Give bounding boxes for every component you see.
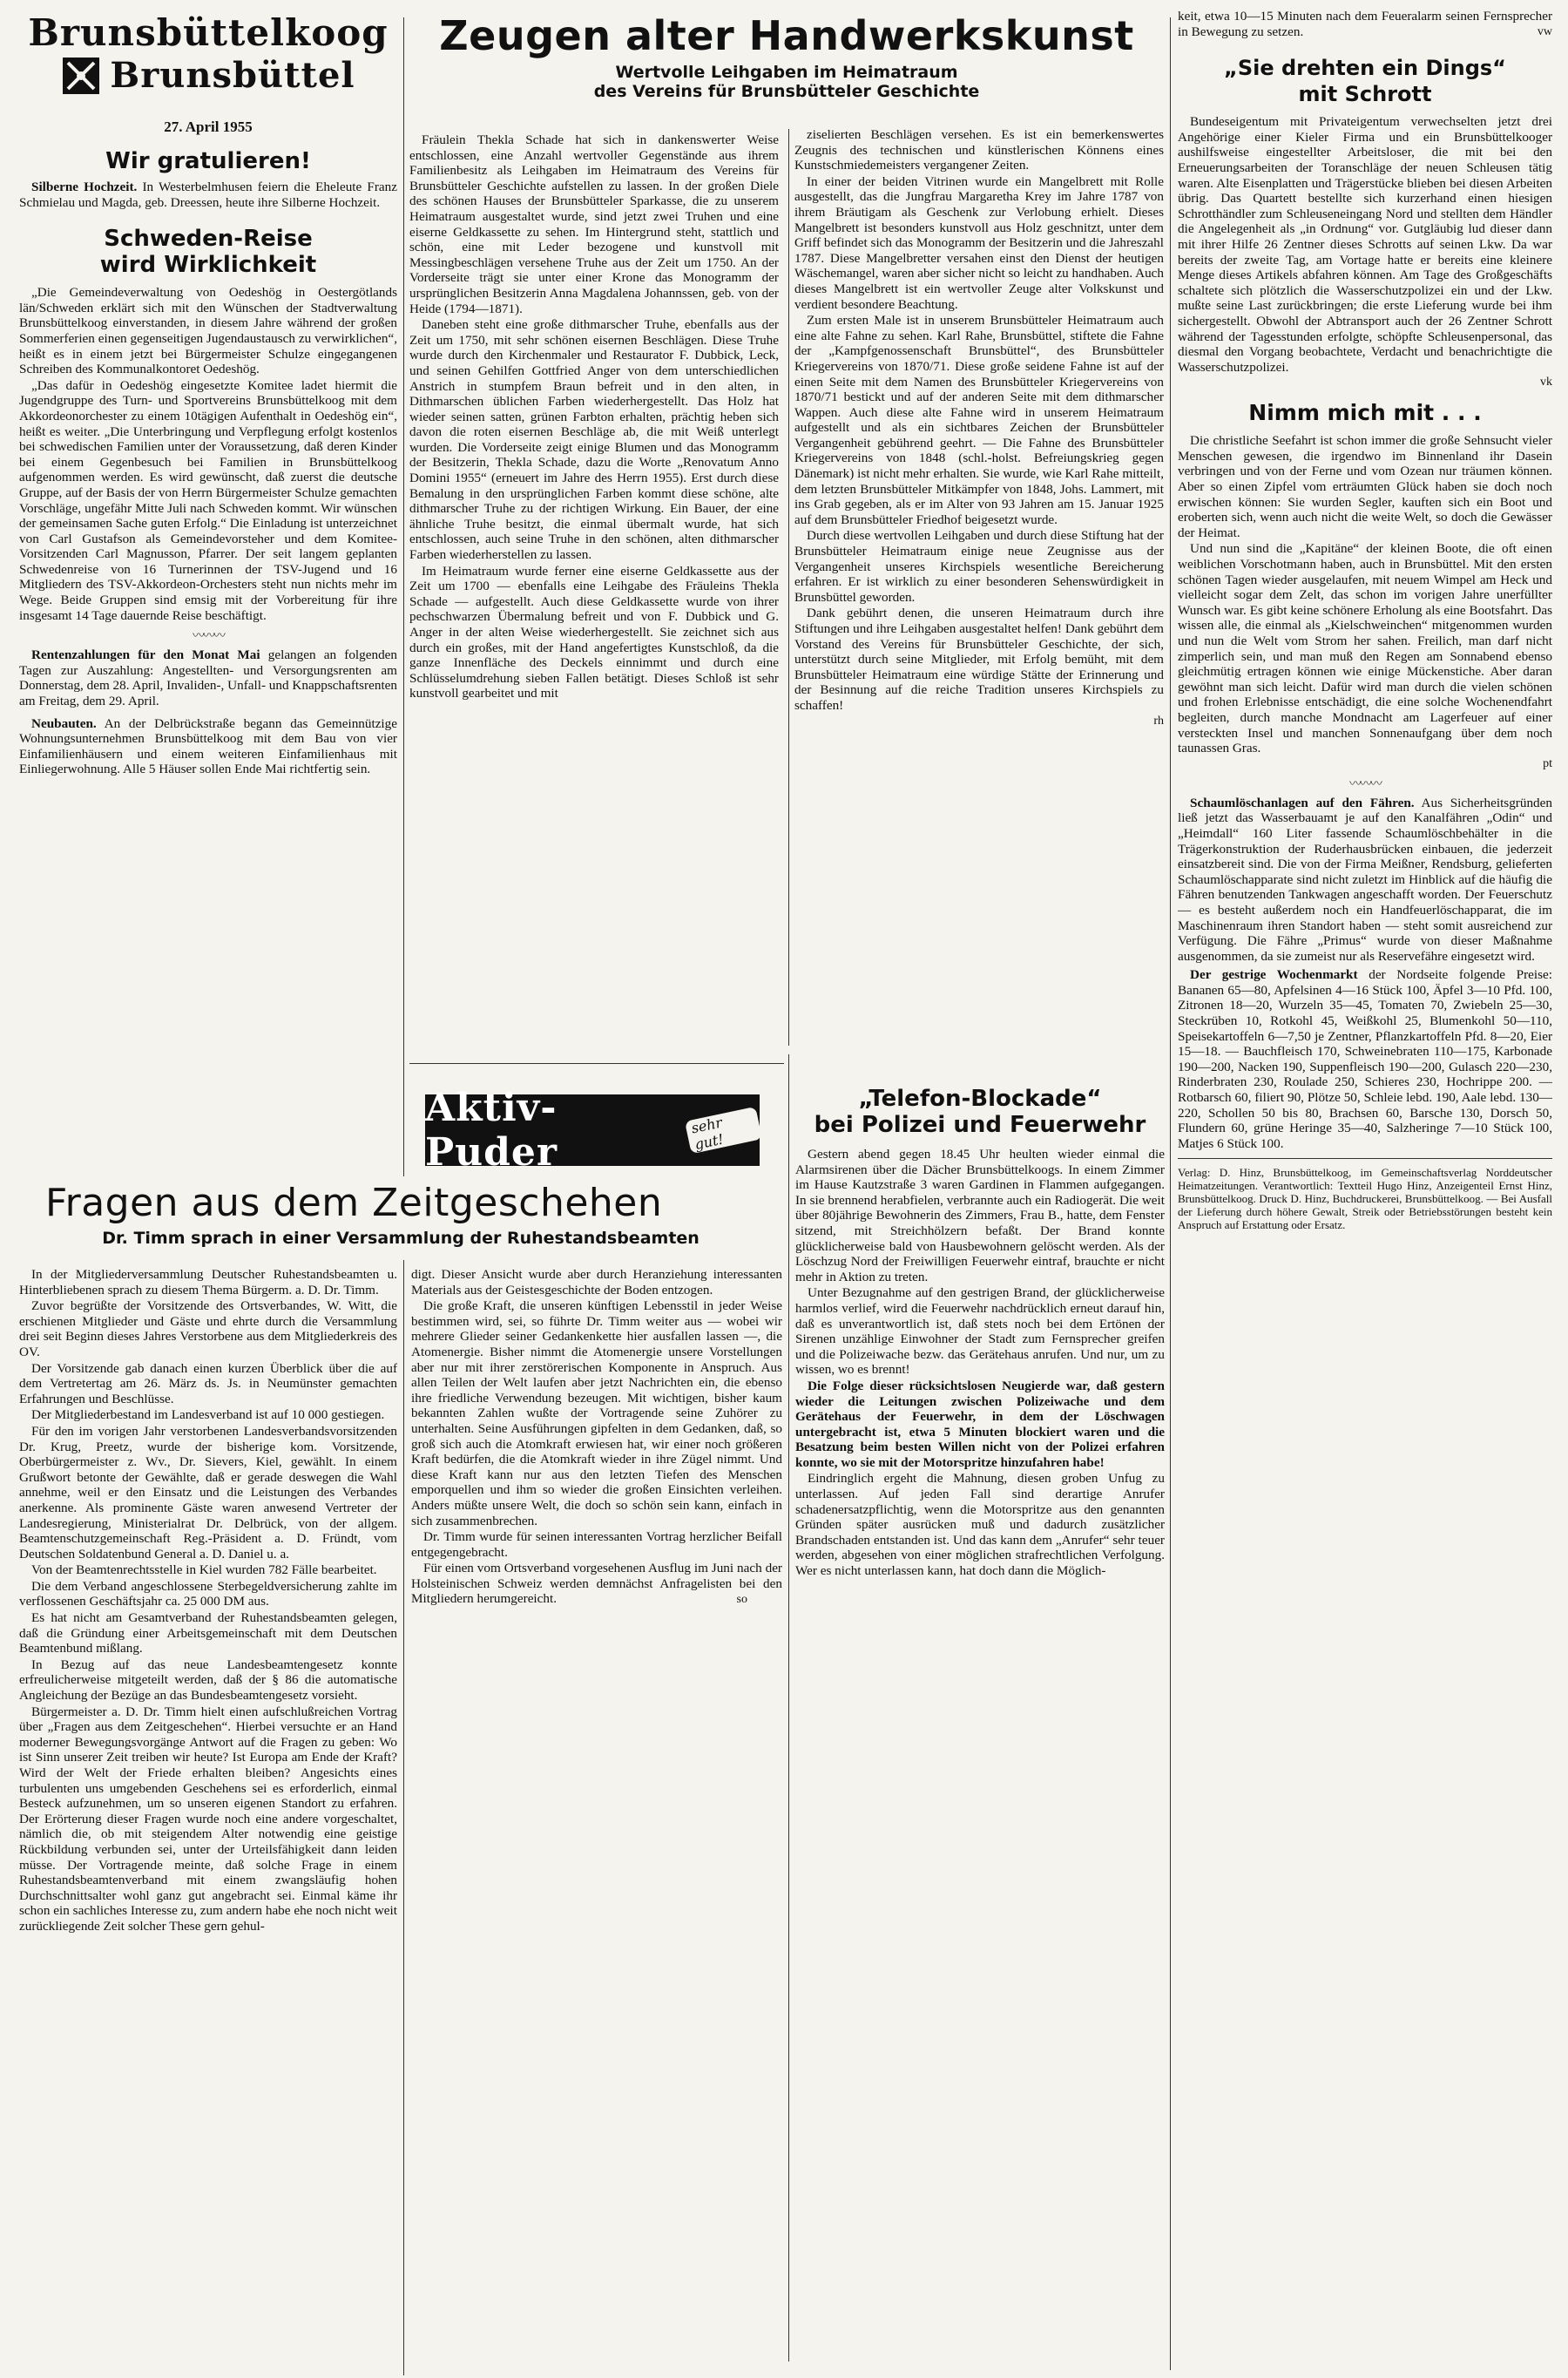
- article-paragraph: Durch diese wertvollen Leihgaben und durch diese Stiftung hat der Brunsbütteler Heimatraum einige neue Zeugnisse aus der Vergangenheit unseres Kirchspiels wesentliche Bereicherung erfahren. Er ist wirklich zu einer besonderen Sehenswürdigkeit in Brunsbüttel geworden.: [794, 528, 1164, 605]
- impressum-text: Verlag: D. Hinz, Brunsbüttelkoog, im Gemeinschaftsverlag Norddeutscher Heimatzeitungen. Verantwortlich: Textteil Hugo Hinz, Anzeigenteil Ernst Hinz, Brunsbüttelkoog. Druck D. Hinz, Buchdruckerei, Brunsbüttelkoog. — Bei Ausfall der Lieferung durch höhere Gewalt, Streik oder Betriebsstörungen besteht kein Anspruch auf Erstattung oder Ersatz.: [1178, 1166, 1552, 1232]
- telefon-article: [795, 1086, 1165, 2375]
- fragen-signature: so: [736, 1593, 747, 1607]
- section-rule: [409, 1063, 784, 1064]
- section-ornament: 〰〰〰: [193, 629, 224, 644]
- schrott-headline-1: „Sie drehten ein Dings“: [1224, 56, 1506, 81]
- schweden-headline-1: Schweden-Reise: [104, 226, 313, 253]
- schaum-lead: Schaumlöschanlagen auf den Fähren.: [1190, 795, 1415, 810]
- article-paragraph: Eindringlich ergeht die Mahnung, diesen groben Unfug zu unterlassen. Auf jeden Fall sind derartige Anrufer schadenersatzpflichtig, wenn die Motorspritze aus den genannten Gründen später ausrücken muß und dadurch zusätzlicher Brandschaden entstanden ist. Und das kann dem „Anrufer“ sehr teuer werden, abgesehen von einer möglichen strafrechtlichen Verfolgung. Wer es nicht unterlassen kann, hat doch dann die Möglich-: [795, 1471, 1165, 1579]
- article-paragraph: Zuvor begrüßte der Vorsitzende des Ortsverbandes, W. Witt, die erschienen Mitglieder und Gäste und ehrte durch die Versammlung drei seit Beginn dieses Jahres Verstorbene aus dem Mitgliederkreis des OV.: [19, 1298, 397, 1359]
- feuer-continuation: keit, etwa 10—15 Minuten nach dem Feueralarm seinen Fernsprecher in Bewegung zu setzen.: [1178, 9, 1552, 39]
- article-paragraph: Der Mitgliederbestand im Landesverband ist auf 10 000 gestiegen.: [31, 1407, 385, 1423]
- article-paragraph: Daneben steht eine große dithmarscher Truhe, ebenfalls aus der Zeit um 1750, mit sehr schönen eisernen Beschlägen. Diese Truhe wurde durch den Kirchenmaler und Restaurator F. Dubbick, Leck, und seinen Gehilfen Gottfried Anger von dem unterschiedlichen Anstrich in stumpfem Braun befreit und in den alten, in Dithmarschen üblichen Farben wiederhergestellt. Das Holz hat wieder seinen satten, grünen Farbton erhalten, prächtig heben sich davon die roten eisernen Beschläge ab, die mit Weiß unterlegt wurden. Die Vorderseite zeigt einige Blumen und das Monogramm der Besitzerin, Thekla Schade, dazu die Worte „Renovatum Anno Domini 1955“ (erneuert im Jahre des Herrn 1955). Erst durch diese Bemalung in den ursprünglichen Farben kommt diese schöne, alte dithmarscher Truhe zu der richtigen Wirkung. Ein Bauer, der eine ähnliche Truhe besitzt, die einmal übermalt wurde, hat sich entschlossen, auch seine Truhe in den schönen, alten dithmarscher Farben wiederherstellen zu lassen.: [409, 317, 779, 563]
- column-rule: [403, 17, 404, 1176]
- nimm-signature: pt: [1543, 756, 1552, 770]
- markt-lead: Der gestrige Wochenmarkt: [1190, 967, 1358, 983]
- markt-notice: Der gestrige Wochenmarkt der Nordseite folgende Preise: Bananen 65—80, Apfelsinen 4—16 Stück 100, Äpfel 3—10 Pfd. 100, Zitronen 18—20, Wurzeln 35—45, Tomaten 70, Zwiebeln 25—30, Steckrüben 10, Rotkohl 45, Weißkohl 25, Blumenkohl 50—110, Speisekartoffeln 6—7,50 je Zentner, Pflanzkartoffeln Pfd. 8—20, Eier 15—18. — Bauchfleisch 170, Schweinebraten 110—175, Karbonade 190—200, Nacken 190, Suppenfleisch 190—200, Gulasch 220—230, Rinderbraten 230, Roulade 250, Schieres 230, Hochrippe 200. — Rotbarsch 60, filiert 90, Plötze 50, Schleie lebd. 190, Aale lebd. 130—220, Schollen 50 bis 80, Brachsen 60, Barsche 130, Dorsch 50, Flundern 60, grüne Heringe 35—40, Salzheringe 7—10 Stück 100, Matjes 6 Stück 100.: [1178, 967, 1552, 1151]
- article-paragraph: Der Vorsitzende gab danach einen kurzen Überblick über die auf dem Vertretertag am 26. März ds. Js. in Neumünster gemachten Erfahrungen und Beschlüsse.: [19, 1360, 397, 1406]
- coat-of-arms-icon: [61, 56, 101, 96]
- article-paragraph: Dank gebührt denen, die unseren Heimatraum durch ihre Stiftungen und ihre Leihgaben ausgestaltet helfen! Dank gebührt dem Vorstand des Vereins für Brunsbütteler Geschichte, der sich, unterstützt durch seine Mitglieder, mit Erfolg bemüht, mit dem Brunsbütteler Heimatraum eine würdige Stätte der Erinnerung und der Besinnung auf die reiche Tradition unseres Kirchspiels zu schaffen!: [794, 606, 1164, 713]
- article-paragraph: Für einen vom Ortsverband vorgesehenen Ausflug im Juni nach der Holsteinischen Schweiz werden demnächst Anfragelisten bei den Mitgliedern herumgereicht.: [411, 1561, 782, 1607]
- schrott-headline-2: mit Schrott: [1298, 82, 1432, 107]
- zeugen-headline: Zeugen alter Handwerkskunst: [439, 12, 1134, 59]
- ad-slogan: sehr gut!: [685, 1107, 763, 1155]
- article-paragraph: Die große Kraft, die unseren künftigen Lebensstil in jeder Weise bestimmen wird, sei, so führte Dr. Timm weiter aus — wobei wir mehrere Glieder seiner Gedankenkette hier ausfallen lassen —, die Atomenergie. Bisher nimmt die Atomenergie unsere Vorstellungen aber nur mit ihrer zerstörerischen Komponente in Anspruch. Aus allen Teilen der Welt laufen aber jetzt Nachrichten ein, die ebenso ihre friedliche Verwendung bezeugen. Mit wichtigen, bisher kaum bekannten Zahlen wußte der Vortragende seine Zuhörer zu unterhalten. Seine Ausführungen gipfelten in dem Gedanken, daß, so groß sich auch die Atomkraft erwiesen hat, wir einer noch größeren Kraft bedürfen, die die Atomkraft wieder in ihre Zügel nimmt. Und diese Kraft kann nur aus den letzten Tiefen des Menschen emporquellen und ihm so wieder die großen Einsichten verleihen. Anders müßte unsere Welt, die doch so schön sein kann, einfach in sich zusammenbrechen.: [411, 1298, 782, 1528]
- masthead-line1: Brunsbüttelkoog: [28, 12, 389, 54]
- schaum-notice: Schaumlöschanlagen auf den Fähren. Aus Sicherheitsgründen ließ jetzt das Wasserbauamt je auf den Kanalfähren „Odin“ und „Heimdall“ 160 Liter fassende Schaumlöschbehälter in die Trägerkonstruktion der Ruderhausbrücken einbauen, die jederzeit einsatzbereit sind. Die von der Firma Meißner, Rendsburg, gelieferten Schaumlöschapparate sind nicht zuletzt im Hinblick auf die häufig die Fähren benutzenden Tankwagen angeschafft worden. Der Feuerschutz — es besteht außerdem noch ein Handfeuerlöschapparat, die im Maschinenraum ihren Standort haben — steht somit ausreichend zur Verfügung. Die Fähre „Primus“ wurde von dieser Maßnahme ausgenommen, da sie zumeist nur als Reservefähre eingesetzt wird.: [1178, 795, 1552, 964]
- masthead: [19, 12, 397, 136]
- schweden-article: [19, 285, 397, 623]
- article-paragraph: ziselierten Beschlägen versehen. Es ist ein bemerkenswertes Zeugnis des technischen und künstlerischen Könnens eines Kunstschmiedemeisters vergangener Zeiten.: [794, 127, 1164, 173]
- impressum-rule: [1178, 1158, 1552, 1159]
- article-paragraph: digt. Dieser Ansicht wurde aber durch Heranziehung interessanten Materials aus der Geistesgeschichte der Boden entzogen.: [411, 1267, 782, 1297]
- article-paragraph: Von der Beamtenrechtsstelle in Kiel wurden 782 Fälle bearbeitet.: [31, 1562, 377, 1578]
- article-paragraph: Es hat nicht am Gesamtverband der Ruhestandsbeamten gelegen, daß die Gründung einer Arbeitsgemeinschaft mit dem Deutschen Beamtenbund mißlang.: [19, 1610, 397, 1656]
- nimm-headline: Nimm mich mit . . .: [1248, 400, 1482, 426]
- fragen-subtitle: Dr. Timm sprach in einer Versammlung der Ruhestandsbeamten: [102, 1229, 700, 1248]
- gratulieren-lead: Silberne Hochzeit.: [31, 180, 138, 194]
- neubauten-notice: Neubauten. An der Delbrückstraße begann das Gemeinnützige Wohnungsunternehmen Brunsbüttelkoog mit dem Bau von vier Einfamilienhäusern und einem weiteren Einfamilienhaus mit Einliegerwohnung. Alle 5 Häuser sollen Ende Mai richtfertig sein.: [19, 715, 397, 777]
- zeugen-subtitle-2: des Vereins für Brunsbütteler Geschichte: [593, 82, 980, 101]
- article-paragraph: Bürgermeister a. D. Dr. Timm hielt einen aufschlußreichen Vortrag über „Fragen aus dem Zeitgeschehen“. Hierbei versuchte er an Hand moderner Bewegungsvorgänge Antwort auf die Fragen zu geben: Wo ist Sinn unserer Zeit treiben wir heute? Ist Europa am Ende der Kraft? Wird der Welt der Friede erhalten bleiben? Angesichts eines turbulenten uns umgebenden Geschehens sei es erforderlich, einmal Besteck aufzunehmen, um so unseren eigenen Standort zu erfahren. Der Erörterung dieser Fragen wurde noch eine andere vorgeschaltet, nämlich die, ob mit steigendem Alter notwendig eine geistige Rückbildung verbunden sei, unter der Urteilsfähigkeit dann leiden müsse. Der Vortragende meinte, daß solche Frage in einem Ruhestandsbeamtenverband mit einem zwangsläufig hohen Durchschnittsalter wohl ganz gut angebracht sei. Einmal käme ihr schon ein sachliches Interesse zu, zum andern habe ehe noch nicht weit zurückliegende Zeit solcher These gern gehul-: [19, 1704, 397, 1934]
- article-paragraph: Fräulein Thekla Schade hat sich in dankenswerter Weise entschlossen, eine Anzahl wertvoller Gegenstände aus ihrem Familienbesitz als Leihgaben im Heimatraum des Vereins für Brunsbütteler Geschichte aufstellen zu lassen. In der großen Diele des schönen Hauses der Brunsbütteler Sparkasse, die zu unserem Heimatraum ausgestaltet wurde, sind jetzt zwei Truhen und eine eiserne Geldkassette zu sehen. Im Hintergrund steht, stattlich und schön, eine mit Leder bezogene und kunstvoll mit Messingbeschlägen versehene Truhe aus der Zeit um 1750. An der Vorderseite trägt sie unter einer Krone das Monogramm der ursprünglichen Besitzerin Anna Magdalena Johannssen, geb. von der Heide (1794—1871).: [409, 132, 779, 316]
- article-paragraph: In Bezug auf das neue Landesbeamtengesetz konnte erfreulicherweise mitgeteilt werden, daß der § 86 die automatische Angleichung der Bezüge an das Bundesbeamtengesetz vorsieht.: [19, 1656, 397, 1704]
- column-rule: [1170, 17, 1171, 2370]
- section-ornament: 〰〰〰: [1349, 776, 1381, 791]
- article-paragraph: Die dem Verband angeschlossene Sterbegeldversicherung zahlte im verflossenen Geschäftsjahr ca. 25 000 DM aus.: [19, 1578, 397, 1609]
- fragen-headline-block: [19, 1182, 782, 1258]
- gratulieren-headline: Wir gratulieren!: [105, 148, 311, 174]
- article-paragraph: Zum ersten Male ist in unserem Brunsbütteler Heimatraum auch eine alte Fahne zu sehen. Karl Rahe, Brunsbüttel, stiftete die Fahne der „Kampfgenossenschaft Brunsbüttel“, des Brunsbütteler Kriegervereins von 1870/71. Diese große seidene Fahne ist auf der einen Seite mit dem Namen des Brunsbütteler Kriegervereins von 1870/71 bestickt und auf der anderen Seite mit dem dithmarscher Wappen. Auch diese alte Fahne wird in unserem Heimatraum aufgestellt und als ein sichtbares Zeichen der Brunsbütteler Vergangenheit gebührend geehrt. — Die Fahne des Brunsbütteler Kriegervereins von 1848 (schl.-holst. Befreiungskrieg gegen Dänemark) ist nicht mehr erhalten. Sie wurde, wie Karl Rahe mitteilt, dem letzten Brunsbütteler Mitkämpfer von 1848, Johs. Lammert, mit ins Grab gegeben, als er im Alter von 93 Jahren am 15. Januar 1925 auf dem Brunsbütteler Friedhof beigesetzt wurde.: [794, 313, 1164, 527]
- article-paragraph: Dr. Timm wurde für seinen interessanten Vortrag herzlicher Beifall entgegengebracht.: [411, 1529, 782, 1560]
- article-paragraph: Gestern abend gegen 18.45 Uhr heulten wieder einmal die Alarmsirenen über die Dächer Brunsbüttelkoogs. In einem Zimmer im Hause Kautzstraße 3 waren Gardinen in Flammen aufgegangen. In sie brennend herabfielen, verbrannte auch ein Radiogerät. Die weit über 80jährige Bewohnerin des Zimmers, Frau B., hatte, dem Fenster sitzend, mit Streichhölzern befaßt. Der Brand konnte glücklicherweise bald von Hausbewohnern gelöscht werden. Als der Löschzug Nord der Freiwilligen Feuerwehr eintraf, brauchte er nicht mehr in Aktion zu treten.: [795, 1147, 1165, 1284]
- aktiv-puder-ad: [425, 1086, 760, 1175]
- ad-brand: Aktiv-Puder: [425, 1086, 558, 1175]
- gratulieren-text: Silberne Hochzeit. In Westerbelmhusen feiern die Eheleute Franz Schmielau und Magda, geb. Dreessen, heute ihre Silberne Hochzeit.: [19, 180, 397, 210]
- article-paragraph: In der Mitgliederversammlung Deutscher Ruhestandsbeamten u. Hinterbliebenen sprach zu diesem Thema Bürgerm. a. D. Dr. Timm.: [19, 1267, 397, 1297]
- zeugen-subtitle-1: Wertvolle Leihgaben im Heimatraum: [615, 63, 958, 82]
- renten-notice: Rentenzahlungen für den Monat Mai gelangen an folgenden Tagen zur Auszahlung: Angestellten- und Versorgungsrenten am Donnerstag, dem 28. April, Invaliden-, Unfall- und Knappschaftsrenten am Freitag, dem 29. April.: [19, 647, 397, 709]
- telefon-headline-2: bei Polizei und Feuerwehr: [814, 1112, 1146, 1138]
- renten-lead: Rentenzahlungen für den Monat Mai: [31, 647, 260, 663]
- fragen-column-2: [411, 1267, 782, 1947]
- schrott-signature: vk: [1540, 376, 1552, 390]
- neubauten-lead: Neubauten.: [31, 715, 97, 731]
- column-rule: [788, 1054, 789, 2361]
- zeugen-signature: rh: [1153, 714, 1164, 728]
- article-paragraph: Für den im vorigen Jahr verstorbenen Landesverbandsvorsitzenden Dr. Krug, Preetz, wurde der bisherige kom. Vorsitzende, Oberbürgermeister z. Wv., Dr. Sievers, Kiel, gewählt. In einem Grußwort betonte der Gewählte, daß er gerade deswegen die Wahl annehme, weil er den Einsatz und die Leistungen des Verbandes anerkenne. Als prominente Gäste waren anwesend Vertreter der Landesregierung, Ministerialrat Dr. Delbrück, von der allgem. Beamtenschutzgemeinschaft Reg.-Präsident a. D. Fründt, vom Deutschen Soldatenbund General a. D. Daniel u. a.: [19, 1423, 397, 1562]
- article-paragraph: Unter Bezugnahme auf den gestrigen Brand, der glücklicherweise harmlos verlief, wird die Feuerwehr nachdrücklich erneut darauf hin, daß es unverantwortlich ist, daß stets noch bei dem Ertönen der Sirenen unzählige Einwohner der Stadt zum Fernsprecher greifen und die Polizeiwache bezw. das Gerätehaus anrufen. Und nur, um zu wissen, wo es brennt!: [795, 1285, 1165, 1378]
- issue-date: 27. April 1955: [164, 119, 253, 135]
- fragen-column-1: [19, 1267, 397, 2374]
- article-paragraph: „Die Gemeindeverwaltung von Oedeshög in Oestergötlands län/Schweden erklärt sich mit den Wünschen der Stadtverwaltung Brunsbüttelkoog einverstanden, in diesem Jahre während der großen Sommerferien einen gegenseitigen Jugendaustausch zu verwirklichen“, heißt es in einem jetzt bei Bürgermeister Schulze eingegangenen Schreiben des Kommunalkontoret Oedeshög.: [19, 285, 397, 377]
- zeugen-article: [409, 12, 1164, 1058]
- left-column: [19, 12, 397, 1162]
- fragen-headline: Fragen aus dem Zeitgeschehen: [45, 1182, 663, 1225]
- article-paragraph: Und nun sind die „Kapitäne“ der kleinen Boote, die oft einen weiblichen Vorschotmann haben, auch in Brunsbüttel. Mit den ersten schönen Tagen wieder ausgelaufen, mit neuem Wimpel am Heck und vielleicht sogar dem Zelt, das schon im vorigen Jahre unerfüllter Wunsch war. Es gibt keine schönere Erholung als eine Bootsfahrt. Das wissen alle, die einmal als „Kielschweinchen“ mitgenommen wurden und nun die Welt vom Strom her sahen. Freilich, man darf nicht zimperlich sein, und man muß den Regen am Sonnabend ebenso gleichmütig ertragen können wie einige Mückenstiche. Aber daran gewöhnt man sich leicht. Dafür wird man durch die vielen schönen und frohen Erlebnisse entschädigt, die eine solche Wochenendfahrt begleiten, durch manche Mondnacht am Lagerfeuer auf einer versteckten Insel und manchen Sonnenaufgang über dem noch taunassen Gras.: [1178, 541, 1552, 756]
- telefon-bold-paragraph: Die Folge dieser rücksichtslosen Neugierde war, daß gestern wieder die Leitungen zwischen Polizeiwache und dem Gerätehaus der Feuerwehr, in dem der Löschwagen untergebracht ist, etwa 5 Minuten blockiert waren und die Besatzung beim besten Willen nicht von der Polizei erfahren konnte, wo sie mit der Motorspritze hinzufahren habe!: [795, 1378, 1165, 1470]
- article-paragraph: Die christliche Seefahrt ist schon immer die große Sehnsucht vieler Menschen gewesen, die irgendwo im Binnenland ihr Dasein verbringen und von der Ferne und vom Ozean nur träumen können. Aber so einen Zipfel vom erträumten Glück haben sie doch noch erwischen können: Sie wurden Segler, kauften sich ein Boot und eroberten sich, wenn auch nicht die weite Welt, so doch die Gewässer der Heimat.: [1178, 433, 1552, 540]
- article-paragraph: In einer der beiden Vitrinen wurde ein Mangelbrett mit Rolle ausgestellt, das die Jungfrau Margaretha Krey im Jahre 1787 von ihrem Bräutigam als Geschenk zur Verlobung erhielt. Dieses Mangelbrett ist besonders kunstvoll aus Holz geschnitzt, unter dem Griff befindet sich das Monogramm der Besitzerin und die Jahreszahl 1787. Diese Mangelbretter versahen einst den Dienst der heutigen Wäschemangel, waren aber sicher nicht so leicht zu handhaben. Auch dieses Mangelbrett ist ein wertvoller Zeuge alter Volkskunst und verdient besondere Beachtung.: [794, 173, 1164, 312]
- article-paragraph: Im Heimatraum wurde ferner eine eiserne Geldkassette aus der Zeit um 1700 — ebenfalls eine Leihgabe des Fräuleins Thekla Schade — aufgestellt. Auch diese Geldkassette wurde von ihrer pechschwarzen Übermalung befreit und von F. Dubbick und G. Anger in der alten Weise wiederhergestellt. Sie zeichnet sich aus durch ein großes, mit der Hand angefertigtes Kunstschloß, da die ganze Innenfläche des Deckels einnimmt und durch eine Schlüsselumdrehung sieben Fallen betätigt. Dieses Schloß ist sehr kunstvoll gearbeitet und mit: [409, 563, 779, 701]
- schrott-text: Bundeseigentum mit Privateigentum verwechselten jetzt drei Angehörige einer Kieler Firma und ein Brunsbüttelkooger aushilfsweise eingestellter Arbeitsloser, die mit bei den Erneuerungsarbeiten der Toranschläge der neuen Schleusen tätig waren. Alte Eisenplatten und Trägerstücke blieben bei diesen Arbeiten übrig. Das Quartett bestellte sich kurzerhand einen hiesigen Schrotthändler zum Schleuseneingang Nord und stellten dem Händler die Angelegenheit als „in Ordnung“ vor. Gutgläubig lud dieser dann mit ihrer Hilfe 26 Zentner dieses Schrotts auf seinen Lkw. Da war bereits der zweite Tag, am Vortage hatte er bereits eine kleinere Menge dieses Artikels abfahren können. Am Tage des Großgeschäfts schaltete sich plötzlich die Wasserschutzpolizei ein und der Lkw. mußte seine Last zurückbringen; die erste Lieferung wurde bei ihm sichergestellt. Obwohl der Abtransport auch der 26 Zentner Schrott während der Tagesstunden erfolgte, schöpfte Schleusenpersonal, das diesmal den Vorgang beobachtete, Verdacht und benachrichtigte die Wasserschutzpolizei.: [1178, 114, 1552, 375]
- masthead-line2: Brunsbüttel: [110, 55, 355, 96]
- right-column: [1178, 9, 1552, 2375]
- article-paragraph: „Das dafür in Oedeshög eingesetzte Komitee ladet hiermit die Jugendgruppe des Turn- und Sportvereins Brunsbüttelkoog mit dem Akkordeonorchester zu einem 10tägigen Aufenthalt in Oedeshög ein“, heißt es weiter. „Die Unterbringung und Verpflegung erfolgt kostenlos bei schwedischen Familien unter der Voraussetzung, daß deren Kinder bei einem Gegenbesuch bei Familien in Brunsbüttelkoog aufgenommen werden. Es wird gewünscht, daß zuerst die deutsche Gruppe, auf der Basis der von Herrn Bürgermeister Schulze gemachten Vorschläge, ungefähr Mitte Juli nach Schweden kommt. Wir wünschen der gemeinsamen Sache guten Erfolg.“ Die Einladung ist unterzeichnet von Carl Gustafson als Gemeindevorsteher und dem Komitee-Vorsitzenden Carl Magnusson, Pfarrer. Der seit langem geplanten Schwedenreise von 16 Turnerinnen der TSV-Jugend und 16 Mitgliedern des TSV-Akkordeon-Orchesters steht nun nichts mehr im Wege. Beide Gruppen sind emsig mit der Vorbereitung für ihre insgesamt 14 Tage dauernde Reise beschäftigt.: [19, 377, 397, 623]
- column-rule: [403, 1260, 404, 2375]
- telefon-headline-1: „Telefon-Blockade“: [858, 1086, 1102, 1112]
- schweden-headline-2: wird Wirklichkeit: [99, 252, 317, 279]
- feuer-signature: vw: [1537, 25, 1552, 39]
